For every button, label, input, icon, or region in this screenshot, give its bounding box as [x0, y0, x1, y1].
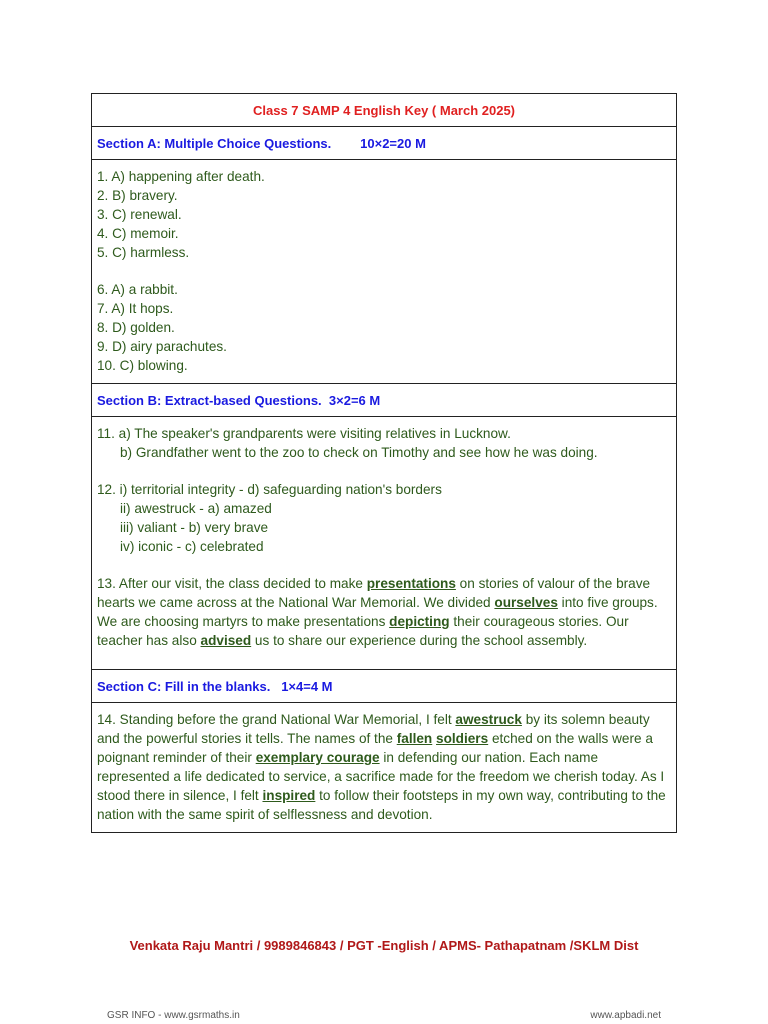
answer-11b: b) Grandfather went to the zoo to check on Timothy and see how he was doing.: [120, 445, 598, 460]
section-a-answers: [92, 159, 676, 383]
answer-12i: 12. i) territorial integrity - d) safeguarding nation's borders: [97, 482, 442, 497]
text-run: on stories of valour of the brave hearts we came across at the National War Memorial. We divided: [97, 576, 651, 610]
answer-word: advised: [200, 633, 252, 648]
answer-2: 2. B) bravery.: [97, 188, 178, 203]
section-c-answers: [92, 702, 676, 832]
answer-12iii: iii) valiant - b) very brave: [120, 520, 269, 535]
answer-3: 3. C) renewal.: [97, 207, 182, 222]
answer-word: presentations: [366, 576, 456, 591]
answer-word: awestruck: [455, 712, 522, 727]
answer-word: soldiers: [436, 731, 489, 746]
text-run: into five groups. We are choosing martyrs to make presentations: [97, 595, 658, 629]
text-run: etched on the walls were a poignant reminder of their: [97, 731, 653, 765]
text-run: 14. Standing before the grand National War Memorial, I felt: [97, 712, 456, 727]
answer-6: 6. A) a rabbit.: [97, 282, 178, 297]
author-credit: Venkata Raju Mantri / 9989846843 / PGT -English / APMS- Pathapatnam /SKLM Dist: [129, 938, 639, 953]
answer-13-paragraph: [97, 574, 670, 650]
answer-10: 10. C) blowing.: [97, 358, 188, 373]
footer-source-left: GSR INFO - www.gsrmaths.in: [107, 1010, 240, 1021]
text-run: us to share our experience during the school assembly.: [251, 633, 588, 648]
text-run: their courageous stories. Our teacher has also: [97, 614, 629, 648]
answer-word: fallen: [396, 731, 433, 746]
answer-11a: 11. a) The speaker's grandparents were visiting relatives in Lucknow.: [97, 426, 511, 441]
spacer: [97, 462, 670, 480]
answer-word: inspired: [262, 788, 316, 803]
text-run: 13. After our visit, the class decided to make: [97, 576, 367, 591]
answer-9: 9. D) airy parachutes.: [97, 339, 227, 354]
section-a-heading: Section A: Multiple Choice Questions. 10×2=20 M: [92, 126, 676, 159]
answer-1: 1. A) happening after death.: [97, 169, 265, 184]
answer-word: depicting: [389, 614, 450, 629]
text-run: by its solemn beauty and the powerful stories it tells. The names of the: [97, 712, 650, 746]
answer-12ii: ii) awestruck - a) amazed: [120, 501, 272, 516]
answer-key-table: [91, 93, 677, 833]
footer-source-right: www.apbadi.net: [590, 1010, 661, 1021]
answer-5: 5. C) harmless.: [97, 245, 190, 260]
answer-8: 8. D) golden.: [97, 320, 175, 335]
answer-12iv: iv) iconic - c) celebrated: [120, 539, 264, 554]
answer-word: ourselves: [494, 595, 558, 610]
spacer: [97, 556, 670, 574]
document-title: Class 7 SAMP 4 English Key ( March 2025): [252, 102, 516, 118]
answer-7: 7. A) It hops.: [97, 301, 174, 316]
text-run: in defending our nation. Each name represented a life dedicated to service, a sacrifice made for the freedom we cherish today. As I stood there in silence, I felt: [97, 750, 665, 803]
section-b-answers: [92, 416, 676, 669]
answer-14-paragraph: [97, 710, 670, 824]
section-c-heading: Section C: Fill in the blanks. 1×4=4 M: [92, 669, 676, 702]
answer-4: 4. C) memoir.: [97, 226, 179, 241]
section-b-heading: Section B: Extract-based Questions. 3×2=6 M: [92, 383, 676, 416]
answer-word: exemplary courage: [255, 750, 380, 765]
text-run: to follow their footsteps in my own way, contributing to the nation with the same spirit of selflessness and devotion.: [97, 788, 666, 822]
spacer: [97, 262, 670, 280]
